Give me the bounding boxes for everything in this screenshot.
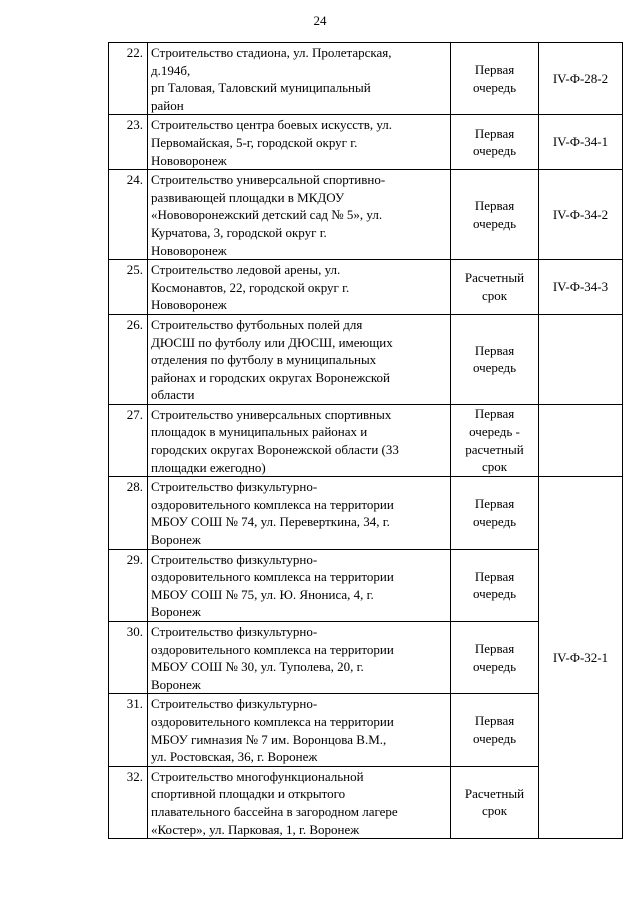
table-row xyxy=(109,43,623,115)
row-description xyxy=(148,477,451,549)
description-line: площадок в муниципальных районах и xyxy=(151,424,368,440)
description-line: Нововоронеж xyxy=(151,297,227,313)
phase-line: очередь xyxy=(472,360,517,376)
description-line: Нововоронеж xyxy=(151,152,227,168)
description-line: Воронеж xyxy=(151,604,201,620)
document-table xyxy=(108,42,623,839)
row-phase xyxy=(451,170,539,260)
row-description xyxy=(148,694,451,766)
description-line: Воронеж xyxy=(151,532,201,548)
phase-line: очередь xyxy=(472,79,517,95)
row-number: 22. xyxy=(109,43,148,115)
row-phase xyxy=(451,314,539,404)
table-row xyxy=(109,477,623,549)
row-number: 25. xyxy=(109,260,148,315)
row-number: 31. xyxy=(109,694,148,766)
description-line: Строительство стадиона, ул. Пролетарская, xyxy=(151,45,392,60)
description-line: Нововоронеж xyxy=(151,242,227,258)
phase-line: очередь xyxy=(472,658,517,674)
row-description xyxy=(148,43,451,115)
row-code: IV-Ф-34-3 xyxy=(539,260,623,315)
description-line: Строительство физкультурно- xyxy=(151,696,318,712)
row-phase xyxy=(451,622,539,694)
description-line: городских округах Воронежской области (33 xyxy=(151,442,399,458)
phase-line: Первая xyxy=(474,568,515,584)
description-line: Строительство универсальных спортивных xyxy=(151,406,392,422)
description-line: развивающей площадки в МКДОУ xyxy=(151,189,345,205)
row-phase xyxy=(451,766,539,838)
table-row xyxy=(109,115,623,170)
phase-line: Первая xyxy=(474,713,515,729)
row-description xyxy=(148,170,451,260)
row-code: IV-Ф-28-2 xyxy=(539,43,623,115)
row-description xyxy=(148,260,451,315)
description-line: Курчатова, 3, городской округ г. xyxy=(151,224,327,240)
phase-line: срок xyxy=(481,288,508,304)
row-description xyxy=(148,115,451,170)
description-line: площадки ежегодно) xyxy=(151,459,266,475)
description-line: Строительство физкультурно- xyxy=(151,479,318,495)
row-code: IV-Ф-34-2 xyxy=(539,170,623,260)
description-line: Строительство универсальной спортивно- xyxy=(151,172,386,188)
phase-line: Первая xyxy=(474,125,515,141)
row-phase xyxy=(451,477,539,549)
description-line: МБОУ СОШ № 75, ул. Ю. Янониса, 4, г. xyxy=(151,586,374,602)
description-line: Строительство центра боевых искусств, ул. xyxy=(151,117,393,133)
table-row xyxy=(109,314,623,404)
table-row xyxy=(109,260,623,315)
merged-code-cell: IV-Ф-32-1 xyxy=(539,477,623,839)
description-line: Строительство ледовой арены, ул. xyxy=(151,262,341,278)
description-line: Первомайская, 5-г, городской округ г. xyxy=(151,134,358,150)
phase-line: Расчетный xyxy=(464,785,525,801)
row-number: 24. xyxy=(109,170,148,260)
description-line: оздоровительного комплекса на территории xyxy=(151,713,394,729)
row-phase xyxy=(451,549,539,621)
description-line: области xyxy=(151,387,195,403)
description-line: ул. Ростовская, 36, г. Воронеж xyxy=(151,749,318,765)
description-line: спортивной площадки и открытого xyxy=(151,786,346,802)
description-line: МБОУ гимназия № 7 им. Воронцова В.М., xyxy=(151,731,387,747)
description-line: Воронеж xyxy=(151,676,201,692)
phase-line: очередь - xyxy=(469,423,520,439)
row-phase xyxy=(451,404,539,476)
row-number: 28. xyxy=(109,477,148,549)
row-description xyxy=(148,622,451,694)
description-line: район xyxy=(151,97,184,113)
table-row xyxy=(109,170,623,260)
row-code xyxy=(539,314,623,404)
description-line: МБОУ СОШ № 30, ул. Туполева, 20, г. xyxy=(151,659,364,675)
page-number: 24 xyxy=(313,13,327,28)
description-line: районах и городских округах Воронежской xyxy=(151,369,390,385)
row-phase xyxy=(451,43,539,115)
description-line: Строительство физкультурно- xyxy=(151,624,318,639)
phase-line: Первая xyxy=(474,342,515,358)
description-line: «Костер», ул. Парковая, 1, г. Воронеж xyxy=(151,821,360,837)
description-line: Строительство многофункциональной xyxy=(151,768,364,784)
phase-line: очередь xyxy=(472,586,517,602)
row-number: 26. xyxy=(109,314,148,404)
phase-line: очередь xyxy=(472,513,517,529)
row-number: 29. xyxy=(109,549,148,621)
description-line: Строительство футбольных полей для xyxy=(151,316,363,332)
row-number: 30. xyxy=(109,622,148,694)
row-code: IV-Ф-34-1 xyxy=(539,115,623,170)
description-line: МБОУ СОШ № 74, ул. Переверткина, 34, г. xyxy=(151,514,390,530)
phase-line: Первая xyxy=(474,496,515,512)
row-description xyxy=(148,314,451,404)
description-line: рп Таловая, Таловский муниципальный xyxy=(151,80,371,96)
description-line: оздоровительного комплекса на территории xyxy=(151,569,394,585)
phase-line: Расчетный xyxy=(464,270,525,286)
description-line: «Нововоронежский детский сад № 5», ул. xyxy=(151,207,383,223)
row-description xyxy=(148,404,451,476)
phase-line: Первая xyxy=(474,198,515,214)
phase-line: срок xyxy=(481,803,508,819)
row-phase xyxy=(451,260,539,315)
description-line: Строительство физкультурно- xyxy=(151,551,318,567)
row-number: 32. xyxy=(109,766,148,838)
description-line: отделения по футболу в муниципальных xyxy=(151,352,377,368)
phase-line: Первая xyxy=(474,406,515,422)
table-row xyxy=(109,404,623,476)
phase-line: Первая xyxy=(474,62,515,78)
row-number: 23. xyxy=(109,115,148,170)
row-number: 27. xyxy=(109,404,148,476)
row-description xyxy=(148,766,451,838)
description-line: ДЮСШ по футболу или ДЮСШ, имеющих xyxy=(151,334,393,350)
phase-line: срок xyxy=(481,459,508,475)
phase-line: очередь xyxy=(472,731,517,747)
phase-line: Первая xyxy=(474,641,515,657)
row-phase xyxy=(451,694,539,766)
description-line: оздоровительного комплекса на территории xyxy=(151,641,394,657)
row-description xyxy=(148,549,451,621)
phase-line: очередь xyxy=(472,215,517,231)
phase-line: расчетный xyxy=(465,441,524,457)
description-line: Космонавтов, 22, городской округ г. xyxy=(151,279,350,295)
description-line: оздоровительного комплекса на территории xyxy=(151,496,394,512)
description-line: плавательного бассейна в загородном лагере xyxy=(151,803,398,819)
phase-line: очередь xyxy=(472,143,517,159)
description-line: д.194б, xyxy=(151,62,191,78)
row-code xyxy=(539,404,623,476)
row-phase xyxy=(451,115,539,170)
